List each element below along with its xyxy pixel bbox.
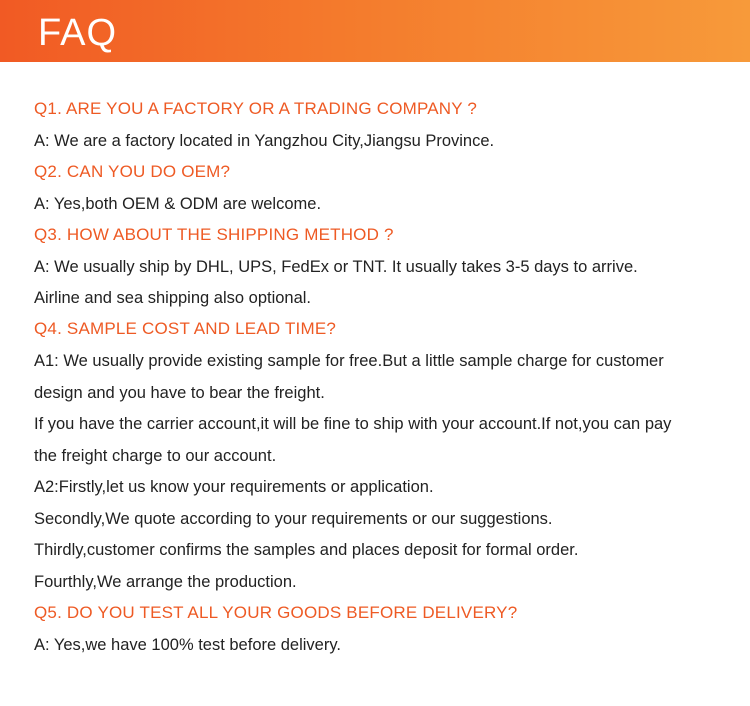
faq-answer-4-line-7: Thirdly,customer confirms the samples and places deposit for formal order. [34,541,579,559]
faq-answer-3-line-2: Airline and sea shipping also optional. [34,289,312,307]
faq-header-banner [0,0,750,62]
faq-answer-5-line-1: A: Yes,we have 100% test before delivery. [34,636,341,654]
faq-question-4: Q4. SAMPLE COST AND LEAD TIME? [34,319,337,338]
page-title: FAQ [38,12,118,54]
faq-answer-4-line-6: Secondly,We quote according to your requirements or our suggestions. [34,510,553,528]
faq-answer-4-line-4: the freight charge to our account. [34,447,277,465]
faq-answer-4-line-2: design and you have to bear the freight. [34,384,325,402]
faq-answer-3-line-1: A: We usually ship by DHL, UPS, FedEx or TNT. It usually takes 3-5 days to arrive. [34,258,638,276]
faq-question-5: Q5. DO YOU TEST ALL YOUR GOODS BEFORE DELIVERY? [34,603,518,622]
faq-answer-4-line-3: If you have the carrier account,it will be fine to ship with your account.If not,you can pay [34,415,672,433]
faq-answer-2-line-1: A: Yes,both OEM & ODM are welcome. [34,195,322,213]
faq-question-2: Q2. CAN YOU DO OEM? [34,162,231,181]
faq-answer-4-line-5: A2:Firstly,let us know your requirements or application. [34,478,434,496]
faq-question-3: Q3. HOW ABOUT THE SHIPPING METHOD ? [34,225,394,244]
faq-answer-1-line-1: A: We are a factory located in Yangzhou City,Jiangsu Province. [34,132,495,150]
faq-answer-4-line-1: A1: We usually provide existing sample for free.But a little sample charge for customer [34,352,664,370]
faq-question-1: Q1. ARE YOU A FACTORY OR A TRADING COMPANY ? [34,99,478,118]
faq-answer-4-line-8: Fourthly,We arrange the production. [34,573,297,591]
